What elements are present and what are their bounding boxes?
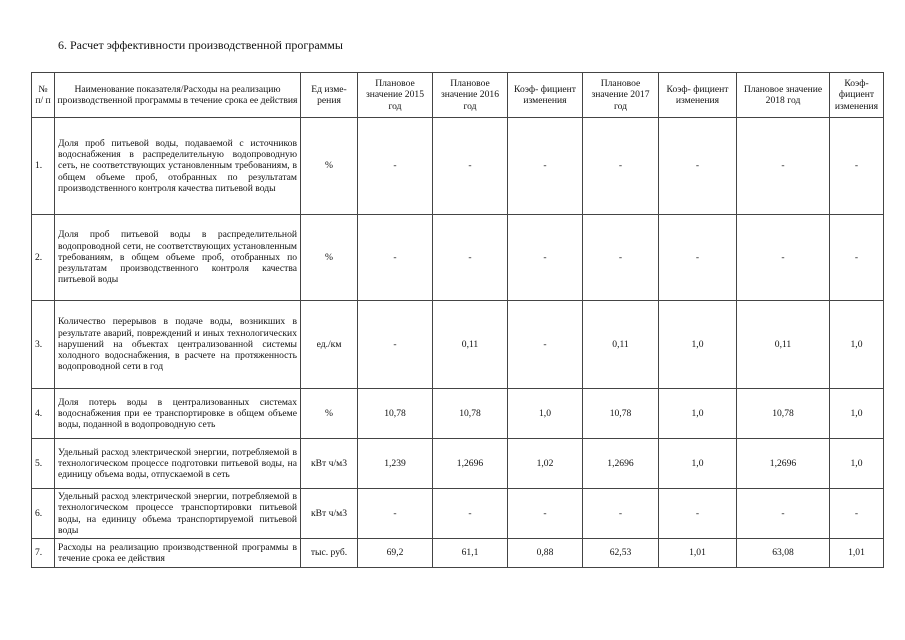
header-cell: Плановое значение 2017 год bbox=[583, 73, 659, 118]
value-cell: - bbox=[358, 215, 433, 301]
row-number: 1. bbox=[32, 118, 55, 215]
value-cell: - bbox=[433, 215, 508, 301]
value-cell: 1,0 bbox=[659, 439, 737, 489]
row-description: Доля проб питьевой воды, подаваемой с источников водоснабжения в распределительную водопроводную сеть, не соответствующих установленным требованиям, в общем объеме проб, отобранных по результатам производственного контроля качества питьевой воды bbox=[55, 118, 301, 215]
efficiency-table bbox=[31, 72, 884, 568]
row-description: Удельный расход электрической энергии, потребляемой в технологическом процессе транспортировки питьевой воды, на единицу объема транспортируемой питьевой воды bbox=[55, 489, 301, 539]
value-cell: 1,239 bbox=[358, 439, 433, 489]
value-cell: - bbox=[830, 215, 884, 301]
value-cell: - bbox=[583, 118, 659, 215]
row-unit: кВт ч/м3 bbox=[301, 439, 358, 489]
header-cell: Плановое значение 2018 год bbox=[737, 73, 830, 118]
row-description: Доля проб питьевой воды в распределительной водопроводной сети, не соответствующих установленным требованиям, в общем объеме проб, отобранных по результатам производственного контроля качества питьевой воды bbox=[55, 215, 301, 301]
value-cell: 1,0 bbox=[830, 301, 884, 389]
header-cell: Коэф- фициент изменения bbox=[659, 73, 737, 118]
value-cell: 1,01 bbox=[830, 539, 884, 568]
value-cell: - bbox=[433, 118, 508, 215]
value-cell: - bbox=[830, 118, 884, 215]
value-cell: - bbox=[737, 215, 830, 301]
value-cell: 0,88 bbox=[508, 539, 583, 568]
value-cell: 62,53 bbox=[583, 539, 659, 568]
header-row bbox=[32, 73, 884, 118]
value-cell: 1,02 bbox=[508, 439, 583, 489]
value-cell: 10,78 bbox=[433, 389, 508, 439]
row-number: 7. bbox=[32, 539, 55, 568]
value-cell: 1,0 bbox=[830, 439, 884, 489]
value-cell: 0,11 bbox=[737, 301, 830, 389]
row-number: 4. bbox=[32, 389, 55, 439]
value-cell: - bbox=[358, 301, 433, 389]
value-cell: - bbox=[659, 215, 737, 301]
value-cell: - bbox=[830, 489, 884, 539]
header-cell: Ед изме- рения bbox=[301, 73, 358, 118]
value-cell: - bbox=[358, 489, 433, 539]
value-cell: - bbox=[358, 118, 433, 215]
value-cell: 1,01 bbox=[659, 539, 737, 568]
row-description: Удельный расход электрической энергии, потребляемой в технологическом процессе подготовки питьевой воды, на единицу объема воды, отпускаемой в сеть bbox=[55, 439, 301, 489]
row-number: 6. bbox=[32, 489, 55, 539]
value-cell: 61,1 bbox=[433, 539, 508, 568]
row-number: 3. bbox=[32, 301, 55, 389]
row-unit: % bbox=[301, 389, 358, 439]
value-cell: 1,2696 bbox=[433, 439, 508, 489]
value-cell: - bbox=[508, 301, 583, 389]
value-cell: 1,0 bbox=[659, 389, 737, 439]
row-unit: кВт ч/м3 bbox=[301, 489, 358, 539]
value-cell: 1,2696 bbox=[583, 439, 659, 489]
value-cell: - bbox=[508, 215, 583, 301]
table-row bbox=[32, 215, 884, 301]
table-row bbox=[32, 539, 884, 568]
value-cell: 1,0 bbox=[830, 389, 884, 439]
row-description: Количество перерывов в подаче воды, возникших в результате аварий, повреждений и иных технологических нарушений на объектах централизованной системы холодного водоснабжения, в расчете на протяженность водопроводной сети в год bbox=[55, 301, 301, 389]
row-unit: тыс. руб. bbox=[301, 539, 358, 568]
value-cell: - bbox=[508, 489, 583, 539]
header-cell: № п/ п bbox=[32, 73, 55, 118]
row-description: Доля потерь воды в централизованных системах водоснабжения при ее транспортировке в общем объеме воды, поданной в водопроводную сеть bbox=[55, 389, 301, 439]
header-cell: Коэф- фициент изменения bbox=[830, 73, 884, 118]
value-cell: - bbox=[659, 118, 737, 215]
value-cell: 1,0 bbox=[508, 389, 583, 439]
row-number: 5. bbox=[32, 439, 55, 489]
table-row bbox=[32, 389, 884, 439]
header-cell: Плановое значение 2016 год bbox=[433, 73, 508, 118]
value-cell: - bbox=[659, 489, 737, 539]
value-cell: 10,78 bbox=[358, 389, 433, 439]
value-cell: 69,2 bbox=[358, 539, 433, 568]
value-cell: 1,2696 bbox=[737, 439, 830, 489]
row-unit: % bbox=[301, 118, 358, 215]
value-cell: - bbox=[583, 215, 659, 301]
value-cell: 0,11 bbox=[433, 301, 508, 389]
value-cell: 63,08 bbox=[737, 539, 830, 568]
value-cell: 0,11 bbox=[583, 301, 659, 389]
header-cell: Плановое значение 2015 год bbox=[358, 73, 433, 118]
value-cell: - bbox=[737, 489, 830, 539]
row-number: 2. bbox=[32, 215, 55, 301]
table-row bbox=[32, 489, 884, 539]
value-cell: 10,78 bbox=[737, 389, 830, 439]
value-cell: - bbox=[737, 118, 830, 215]
table-row bbox=[32, 301, 884, 389]
value-cell: - bbox=[433, 489, 508, 539]
value-cell: - bbox=[583, 489, 659, 539]
table-row bbox=[32, 439, 884, 489]
value-cell: 1,0 bbox=[659, 301, 737, 389]
value-cell: - bbox=[508, 118, 583, 215]
header-cell: Наименование показателя/Расходы на реализацию производственной программы в течение срока ее действия bbox=[55, 73, 301, 118]
row-unit: % bbox=[301, 215, 358, 301]
value-cell: 10,78 bbox=[583, 389, 659, 439]
page-title: 6. Расчет эффективности производственной программы bbox=[58, 38, 343, 52]
row-description: Расходы на реализацию производственной программы в течение срока ее действия bbox=[55, 539, 301, 568]
table-row bbox=[32, 118, 884, 215]
header-cell: Коэф- фициент изменения bbox=[508, 73, 583, 118]
row-unit: ед./км bbox=[301, 301, 358, 389]
